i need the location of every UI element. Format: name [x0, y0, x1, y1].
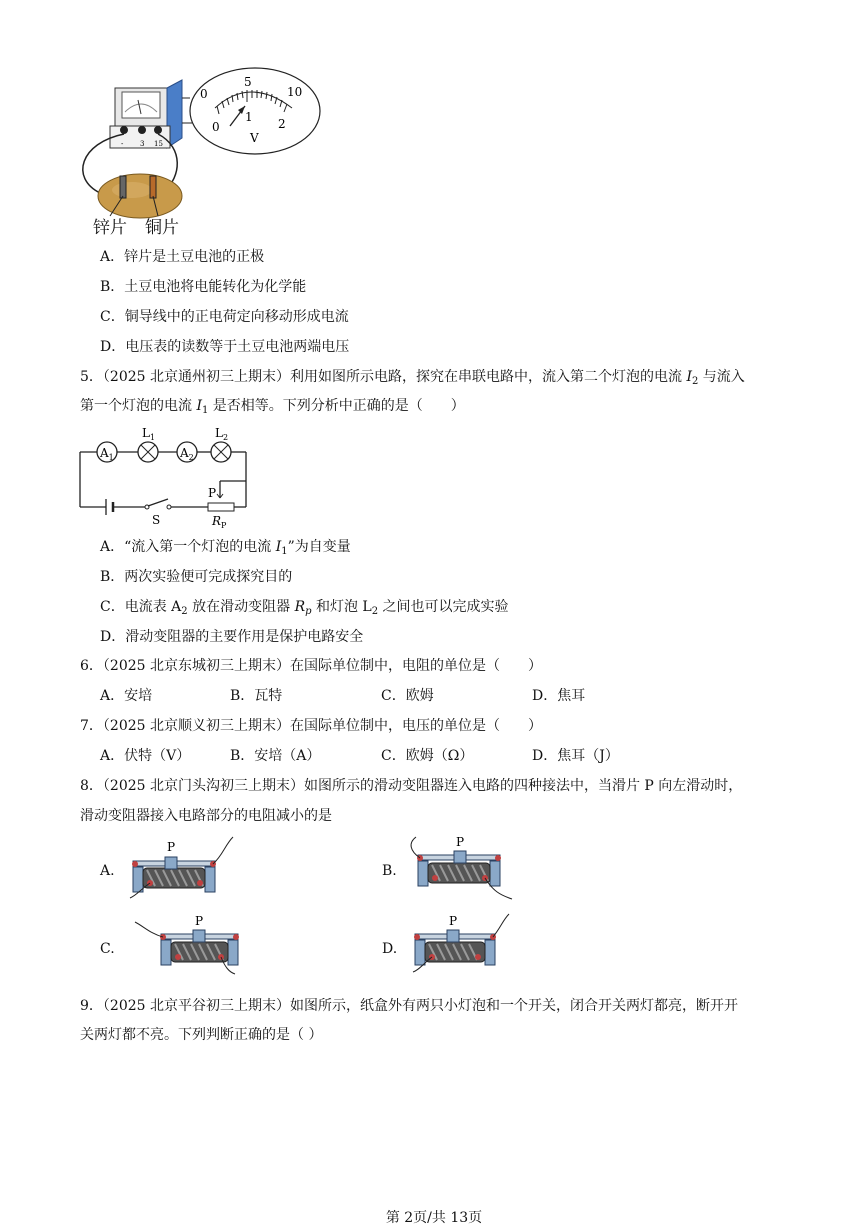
- q7-option-c: C．欧姆（Ω）: [381, 748, 474, 764]
- q9-stem-line2: 关两灯都不亮。下列判断正确的是（ ）: [80, 1027, 323, 1043]
- terminal-label-neg: -: [121, 140, 124, 148]
- q5-stem-line2: 第一个灯泡的电流 $I_1$ 是否相等。下列分析中正确的是（ ）: [80, 398, 465, 416]
- svg-text:L2: $L_2$: [215, 426, 229, 442]
- q4-option-c: C．铜导线中的正电荷定向移动形成电流: [100, 309, 349, 325]
- voltmeter-dial-zoom: [182, 68, 320, 154]
- q8-label-d: D.: [382, 941, 398, 957]
- l1-label: L: [142, 426, 150, 440]
- label-copper: 铜片: [145, 218, 179, 238]
- q8-label-b: B.: [382, 863, 397, 879]
- series-circuit-figure: [78, 425, 258, 530]
- q5-option-a: A．“流入第一个灯泡的电流 $I_1$”为自变量: [100, 539, 351, 557]
- rheostat-figure-a: [125, 835, 235, 900]
- q7-stem: 7．（2025 北京顺义初三上期末）在国际单位制中，电压的单位是（ ）: [80, 718, 542, 734]
- rheostat-b-p-label: P: [456, 835, 465, 849]
- q4-option-b: B．土豆电池将电能转化为化学能: [100, 279, 307, 295]
- dial-inner-1: 1: [245, 110, 253, 124]
- a2-label: A: [180, 446, 189, 460]
- a1-label: A: [100, 446, 109, 460]
- svg-text:A2: $A_2$: [180, 446, 194, 462]
- q6-stem: 6．（2025 北京东城初三上期末）在国际单位制中，电阻的单位是（ ）: [80, 658, 542, 674]
- q7-option-b: B．安培（A）: [230, 748, 321, 764]
- dial-inner-0: 0: [212, 120, 220, 134]
- rheostat-d-p-label: P: [449, 914, 458, 928]
- q8-label-a: A.: [100, 863, 115, 879]
- q6-option-c: C．欧姆: [381, 688, 434, 704]
- lamp-l2: [211, 442, 231, 462]
- page-footer: 第 2页/共 13页: [385, 1210, 483, 1226]
- switch-label: S: [152, 513, 161, 527]
- label-zinc: 锌片: [93, 218, 127, 238]
- dial-unit-v: V: [250, 131, 259, 145]
- q9-stem-line1: 9．（2025 北京平谷初三上期末）如图所示，纸盒外有两只小灯泡和一个开关，闭合开关两灯都亮，断开开: [80, 998, 738, 1014]
- q5-option-b: B．两次实验便可完成探究目的: [100, 569, 293, 585]
- q5-option-d: D．滑动变阻器的主要作用是保护电路安全: [100, 629, 364, 645]
- slider-label: P: [208, 486, 217, 500]
- lamp-l1: [138, 442, 158, 462]
- q8-stem-line1: 8．（2025 北京门头沟初三上期末）如图所示的滑动变阻器连入电路的四种接法中，当滑片 P 向左滑动时，: [80, 778, 743, 794]
- q6-option-a: A．安培: [100, 688, 153, 704]
- rheostat-a-p-label: P: [167, 840, 176, 854]
- rheostat-figure-c: [133, 912, 243, 977]
- q8-stem-line2: 滑动变阻器接入电路部分的电阻减小的是: [80, 808, 332, 824]
- terminal-label-3: 3: [140, 140, 145, 148]
- voltmeter-device: [110, 80, 182, 148]
- dial-outer-10: 10: [287, 85, 303, 99]
- q7-option-a: A．伏特（V）: [100, 748, 191, 764]
- q7-option-d: D．焦耳（J）: [532, 748, 619, 764]
- dial-outer-5: 5: [244, 75, 252, 89]
- svg-text:L1: $L_1$: [142, 426, 156, 442]
- q5-option-c: C．电流表 $A_2$ 放在滑动变阻器 $R_p$ 和灯泡 $L_2$ 之间也可以完成实验: [100, 599, 509, 617]
- rheostat-label: R: [212, 514, 222, 528]
- dial-inner-2: 2: [278, 117, 286, 131]
- rheostat-figure-b: [408, 833, 518, 903]
- svg-text:RP: $R_P$: [212, 514, 227, 530]
- q5-stem-line1: 5．（2025 北京通州初三上期末）利用如图所示电路，探究在串联电路中，流入第二个灯泡的电流 $I_2$ 与流入: [80, 369, 745, 387]
- q4-option-a: A．锌片是土豆电池的正极: [100, 249, 265, 265]
- potato: [98, 174, 182, 218]
- rheostat-c-p-label: P: [195, 914, 204, 928]
- svg-text:A1: $A_1$: [100, 446, 114, 462]
- terminal-label-15: 15: [154, 140, 163, 148]
- q6-option-d: D．焦耳: [532, 688, 586, 704]
- rheostat-figure-d: [405, 912, 515, 977]
- q6-option-b: B．瓦特: [230, 688, 283, 704]
- q8-label-c: C.: [100, 941, 115, 957]
- dial-outer-0: 0: [200, 87, 208, 101]
- q4-option-d: D．电压表的读数等于土豆电池两端电压: [100, 339, 350, 355]
- l2-label: L: [215, 426, 223, 440]
